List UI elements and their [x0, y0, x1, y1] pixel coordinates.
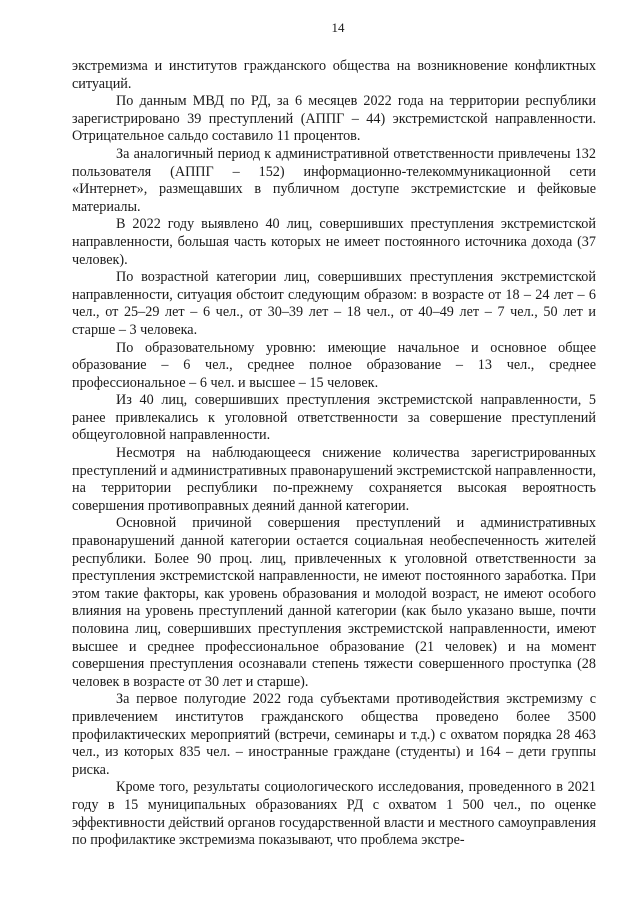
page-number: 14: [331, 20, 345, 35]
paragraph-prevention-events: За первое полугодие 2022 года субъектами противодействия экстремизму с привлечением институтов гражданского общества проведено более 3500 профилактических мероприятий (встречи, семинары и т.д.) с охватом порядка 28 463 чел., из которых 835 чел. – иностранные граждане (студенты) и 164 – дети группы риска.: [72, 691, 596, 778]
paragraph-mvd-statistics: По данным МВД по РД, за 6 месяцев 2022 года на территории республики зарегистрировано 39 преступлений (АППГ – 44) экстремистской направленности. Отрицательное сальдо составило 11 процентов.: [72, 93, 596, 145]
paragraph-sociological-study: Кроме того, результаты социологического исследования, проведенного в 2021 году в 15 муниципальных образованиях РД с охватом 1 500 чел., по оценке эффективности действий органов государственной власти и местного самоуправления по профилактике экстремизма показывают, что проблема экстре-: [72, 779, 596, 849]
paragraph-administrative-liability: За аналогичный период к административной ответственности привлечены 132 пользователя (АППГ – 152) информационно-телекоммуникационной сети «Интернет», размещавших в публичном доступе экстремистские и фейковые материалы.: [72, 145, 596, 215]
paragraph-education-level: По образовательному уровню: имеющие начальное и основное общее образование – 6 чел., среднее полное образование – 13 чел., среднее профессиональное – 6 чел. и высшее – 15 человек.: [72, 339, 596, 391]
paragraph-identified-persons: В 2022 году выявлено 40 лиц, совершивших преступления экстремистской направленности, большая часть которых не имеет постоянного источника дохода (37 человек).: [72, 216, 596, 268]
paragraph-age-categories: По возрастной категории лиц, совершивших преступления экстремистской направленности, ситуация обстоит следующим образом: в возрасте от 18 – 24 лет – 6 чел., от 25–29 лет – 6 чел., от 30–39 лет – 18 чел., от 40–49 лет – 7 чел., 50 лет и старше – 3 человека.: [72, 269, 596, 338]
paragraph-decrease-despite: Несмотря на наблюдающееся снижение количества зарегистрированных преступлений и административных правонарушений экстремистской направленности, на территории республики по-прежнему сохраняется высокая вероятность совершения противоправных деяний данной категории.: [72, 445, 596, 514]
paragraph-continuation: экстремизма и институтов гражданского общества на возникновение конфликтных ситуаций.: [72, 58, 596, 92]
document-body: [72, 58, 596, 850]
paragraph-main-cause: Основной причиной совершения преступлений и административных правонарушений данной категории остается социальная необеспеченность жителей республики. Более 90 проц. лиц, привлеченных к уголовной ответственности за преступления экстремистской направленности, не имеют постоянного заработка. При этом такие факторы, как уровень образования и молодой возраст, не имеют особого влияния на уровень преступлений данной категории (как было указано выше, почти половина лиц, совершивших преступления экстремистской направленности, имеют высшее и среднее профессиональное образование (21 человек) и на момент совершения преступления осознавали степень тяжести совершенного проступка (28 человек в возрасте от 30 лет и старше).: [72, 515, 596, 690]
paragraph-prior-convictions: Из 40 лиц, совершивших преступления экстремистской направленности, 5 ранее привлекались к уголовной ответственности за совершение преступлений общеуголовной направленности.: [72, 392, 596, 444]
